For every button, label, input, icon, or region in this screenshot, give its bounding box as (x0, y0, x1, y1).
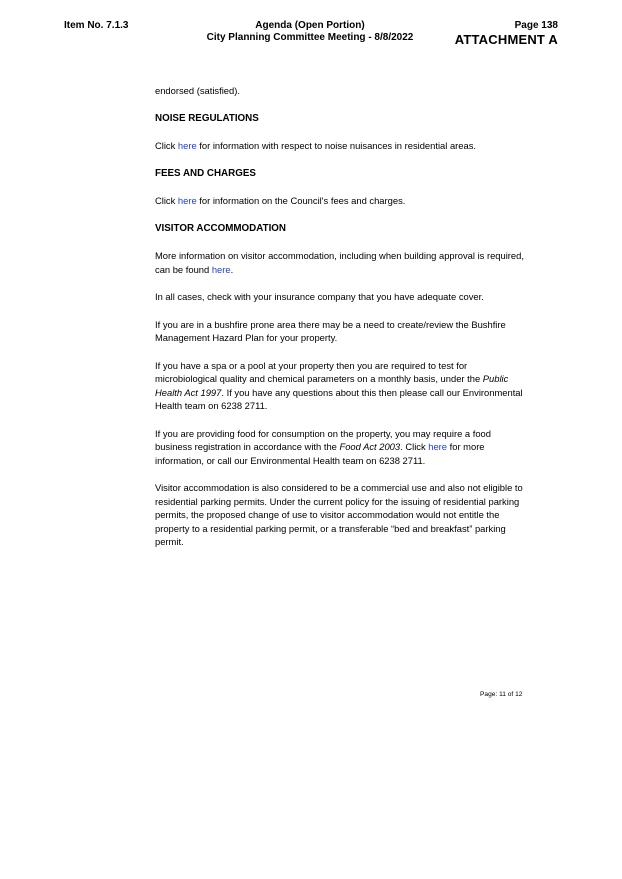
document-body (155, 84, 525, 563)
visitor-paragraph-5: If you are providing food for consumption on the property, you may require a food business registration in accordance with the Food Act 2003. Click here for more information, or call our Environmental Health team on 6238 2711. (155, 427, 491, 466)
page-number: Page 138 (514, 20, 558, 31)
visitor-paragraph-4: If you have a spa or a pool at your property then you are required to test for microbiological quality and chemical parameters on a monthly basis, under the Public Health Act 1997. If you have any questions about this then please call our Environmental Health team on 6238 2711. (155, 359, 523, 411)
page-footer: Page: 11 of 12 (480, 691, 523, 698)
page-header (455, 20, 558, 47)
visitor-paragraph-6: Visitor accommodation is also considered to be a commercial use and also not eligible to residential parking permits. Under the current policy for the issuing of residential parking permits, the proposed change of use to visitor accommodation would not entitle the property to a residential parking permit, or a transferable “bed and breakfast” parking permit. (155, 482, 523, 547)
noise-heading: NOISE REGULATIONS (155, 112, 259, 124)
item-number: Item No. 7.1.3 (64, 20, 129, 31)
visitor-paragraph-1: More information on visitor accommodation, including when building approval is required, can be found here. (155, 250, 524, 275)
noise-paragraph: Click here for information with respect to noise nuisances in residential areas. (155, 140, 476, 151)
fees-link[interactable]: here (177, 195, 197, 206)
endorsed-text: endorsed (satisfied). (155, 85, 240, 96)
agenda-title: Agenda (Open Portion) (255, 20, 365, 31)
agenda-header (170, 20, 450, 44)
visitor-paragraph-2: In all cases, check with your insurance company that you have adequate cover. (155, 291, 484, 302)
visitor-link[interactable]: here (211, 263, 231, 275)
attachment-label: ATTACHMENT A (454, 32, 558, 47)
fees-paragraph: Click here for information on the Council's fees and charges. (155, 195, 406, 206)
food-link[interactable]: here (428, 441, 448, 452)
noise-link[interactable]: here (177, 140, 197, 151)
visitor-paragraph-3: If you are in a bushfire prone area there may be a need to create/review the Bushfire Management Hazard Plan for your property. (155, 318, 506, 343)
meeting-title: City Planning Committee Meeting - 8/8/2022 (206, 32, 414, 43)
fees-heading: FEES AND CHARGES (155, 167, 256, 179)
visitor-heading: VISITOR ACCOMMODATION (155, 222, 286, 234)
